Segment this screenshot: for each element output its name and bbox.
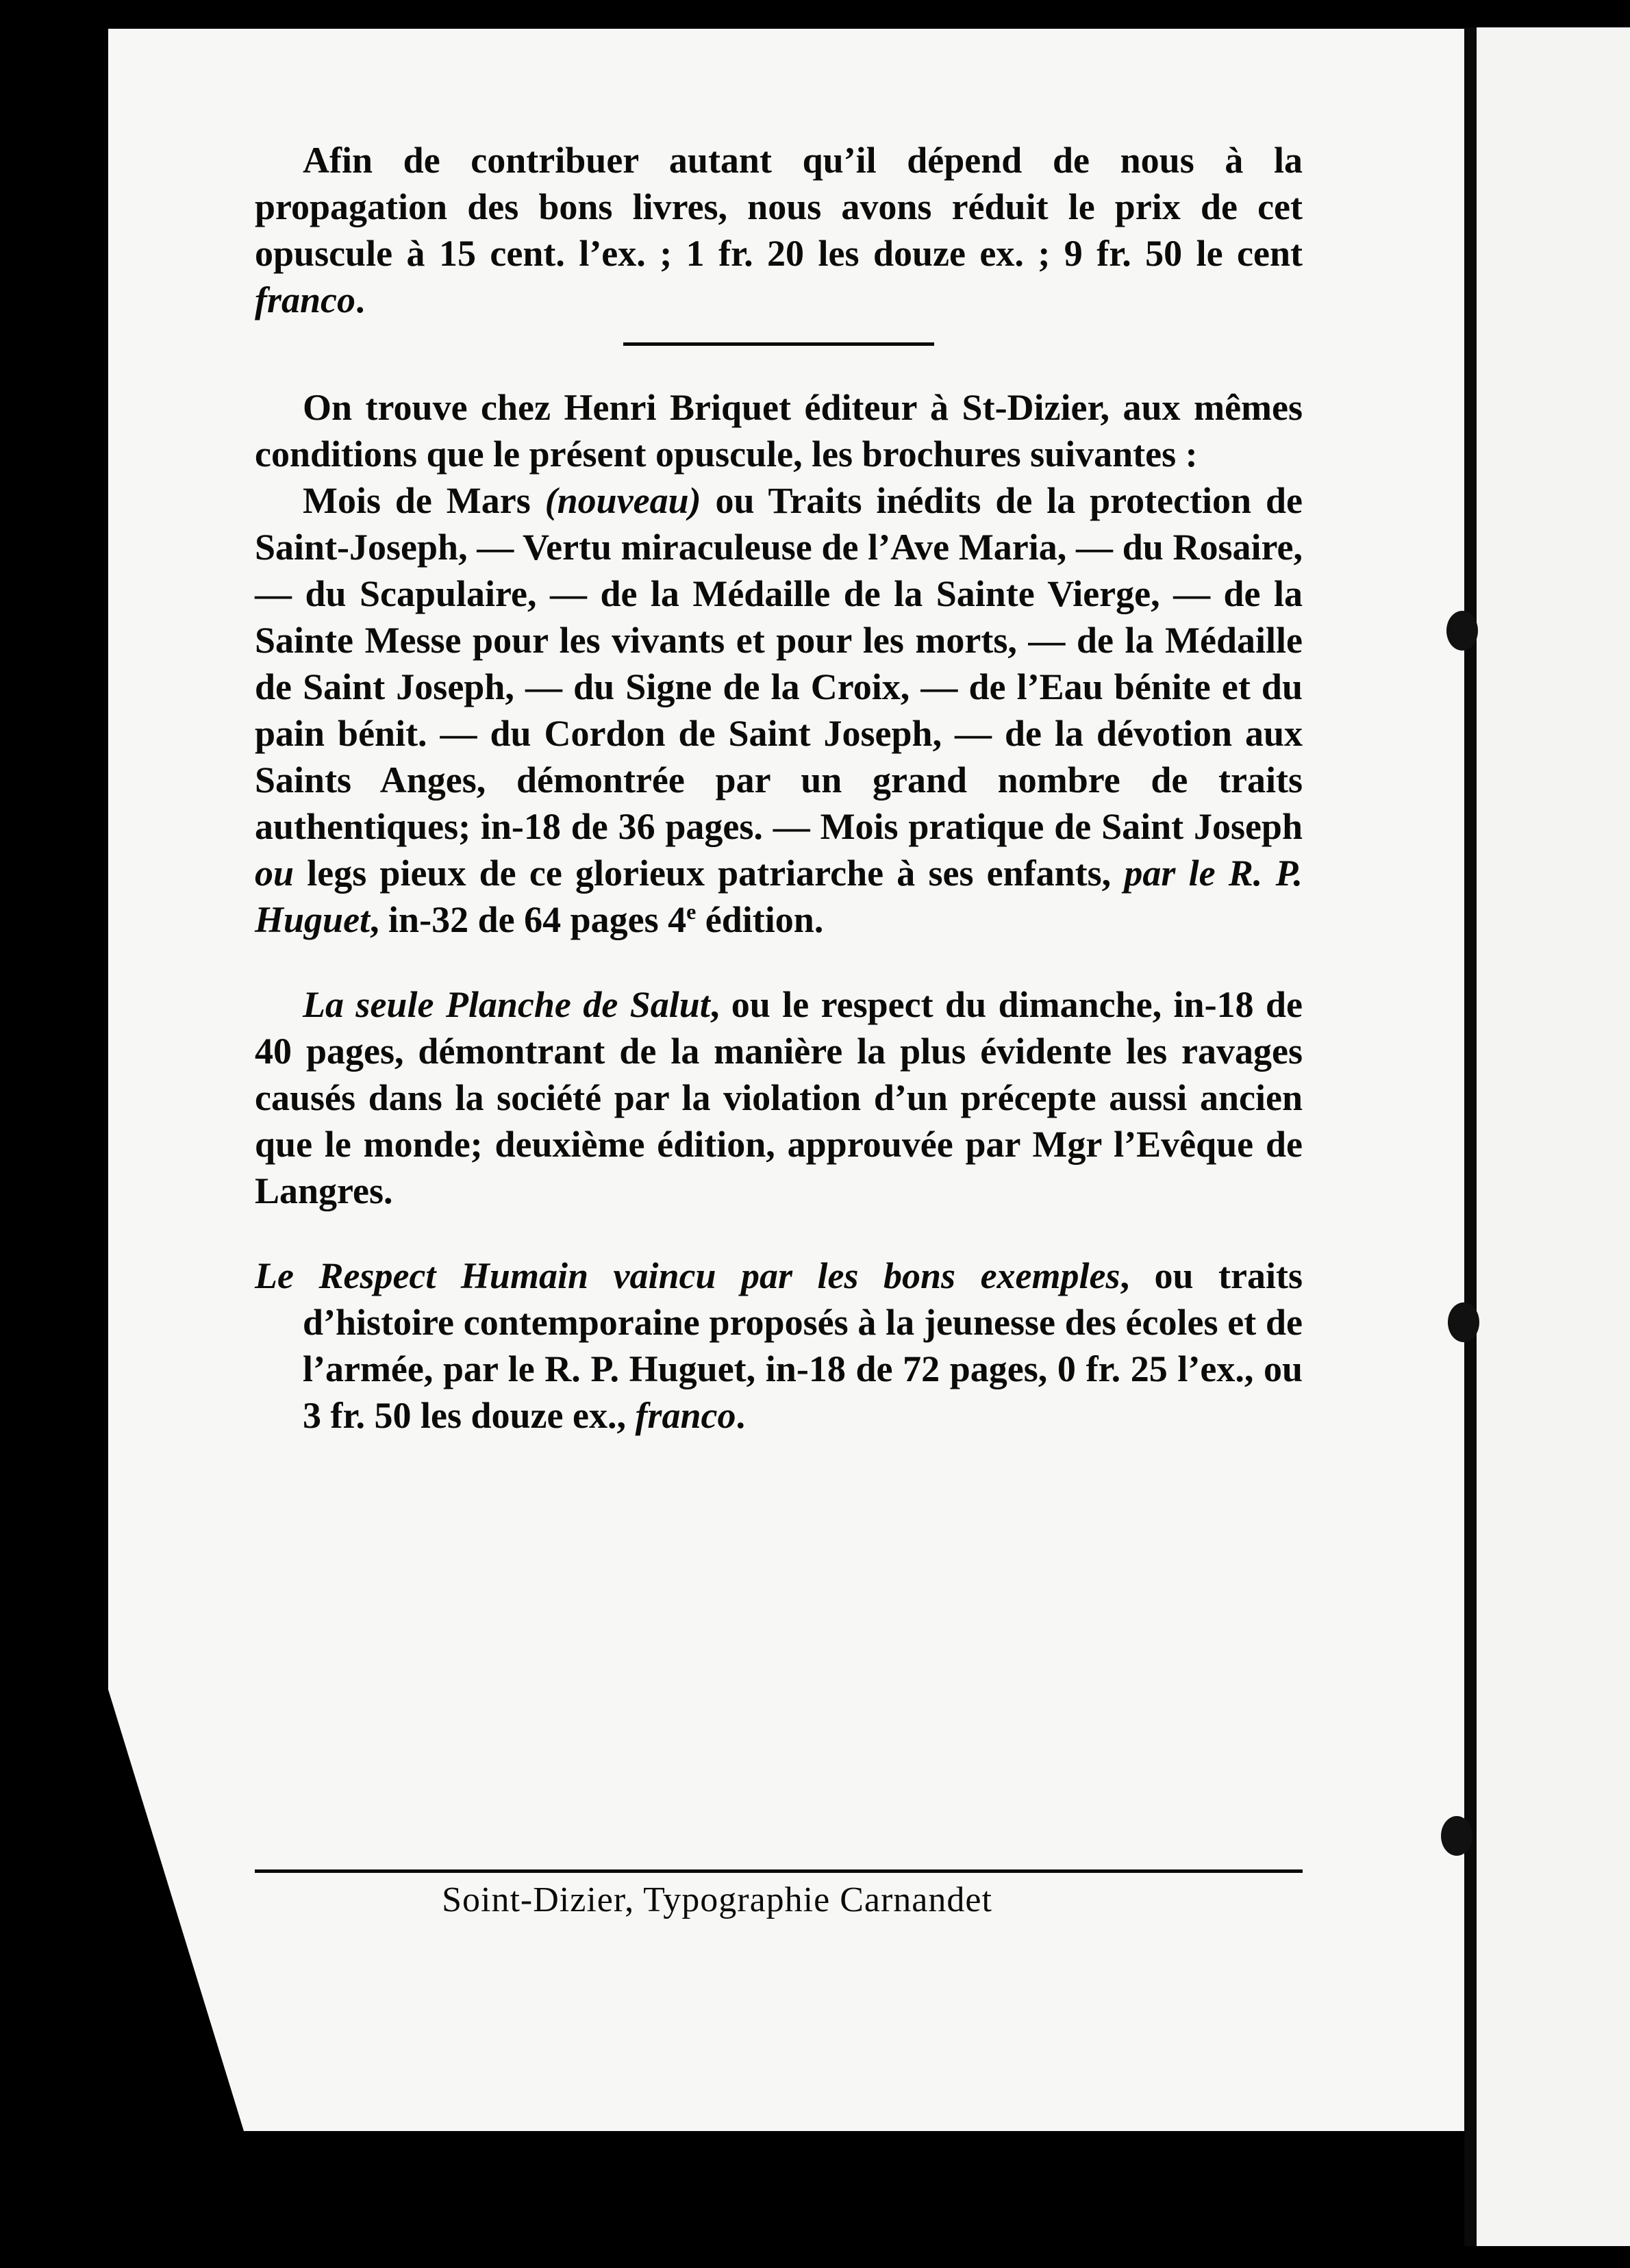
imprint-rule: [255, 1869, 1303, 1873]
price-notice-text: Afin de contribuer autant qu’il dépend de nous à la propagation des bons livres, nous avons réduit le prix de cet opuscule à 15 cent. l’ex. ; 1 fr. 20 les douze ex. ; 9 fr. 50 le cent: [255, 140, 1303, 274]
item3-franco: franco: [635, 1395, 736, 1436]
paragraph-gap: [255, 1214, 1303, 1252]
item1-text-b: ou Traits inédits de la protection de Saint-Joseph, — Vertu miraculeuse de l’Ave Maria, — du Rosaire, — du Scapulaire, — de la Médaille de la Sainte Vierge, — de la Sainte Messe pour les vivants et pour les morts, — de la Médaille de Saint Joseph, — du Signe de la Croix, — de l’Eau bénite et du pain bénit. — du Cordon de Saint Joseph, — de la dévotion aux Saints Anges, démontrée par un grand nombre de traits authentiques; in-18 de 36 pages. — Mois pratique de Saint Joseph: [255, 480, 1303, 847]
item1-author: par le R. P. Huguet: [255, 853, 1303, 940]
item1-text-d: , in-32 de 64 pages 4: [370, 899, 687, 940]
item1-text-c: legs pieux de ce glorieux patriarche à ses enfants,: [294, 853, 1125, 894]
item3-title: Le Respect Humain vaincu par les bons exemples: [255, 1255, 1120, 1296]
binding-hole-3: [1441, 1816, 1472, 1856]
separator-rule: [623, 342, 934, 346]
catalogue-item-planche-de-salut: [255, 981, 1303, 1214]
item3-text: , ou traits d’histoire contemporaine proposés à la jeunesse des écoles et de l’armée, par le R. P. Huguet, in-18 de 72 pages, 0 fr. 25 l’ex., ou 3 fr. 50 les douze ex.,: [303, 1255, 1303, 1436]
paragraph-gap: [255, 943, 1303, 981]
item2-text: , ou le respect du dimanche, in-18 de 40 pages, démontrant de la manière la plus évidente les ravages causés dans la société par la violation d’un précepte aussi ancien que le monde; deuxième édition, approuvée par Mgr l’Evêque de Langres.: [255, 984, 1303, 1211]
item1-text-e: édition.: [696, 899, 824, 940]
page-spine: [1464, 27, 1477, 2246]
binding-hole-2: [1448, 1302, 1479, 1342]
adjacent-page: [1477, 27, 1630, 2246]
item3-end: .: [736, 1395, 745, 1436]
price-notice: [255, 137, 1303, 323]
item1-ou: ou: [255, 853, 294, 894]
binding-hole-1: [1446, 611, 1478, 651]
page-text: [255, 137, 1303, 1439]
price-notice-franco: franco: [255, 279, 355, 320]
catalogue-item-mois-de-mars: [255, 477, 1303, 943]
catalogue-item-respect-humain: [255, 1252, 1303, 1439]
item1-text-a: Mois de Mars: [303, 480, 545, 521]
price-notice-end: .: [355, 279, 365, 320]
catalogue-intro: On trouve chez Henri Briquet éditeur à St-Dizier, aux mêmes conditions que le présent opuscule, les brochures suivantes :: [255, 387, 1303, 475]
item1-superscript: e: [686, 899, 697, 924]
item2-title: La seule Planche de Salut: [303, 984, 710, 1025]
printer-imprint: Soint-Dizier, Typographie Carnandet: [442, 1880, 992, 1919]
item1-nouveau: (nouveau): [544, 480, 701, 521]
